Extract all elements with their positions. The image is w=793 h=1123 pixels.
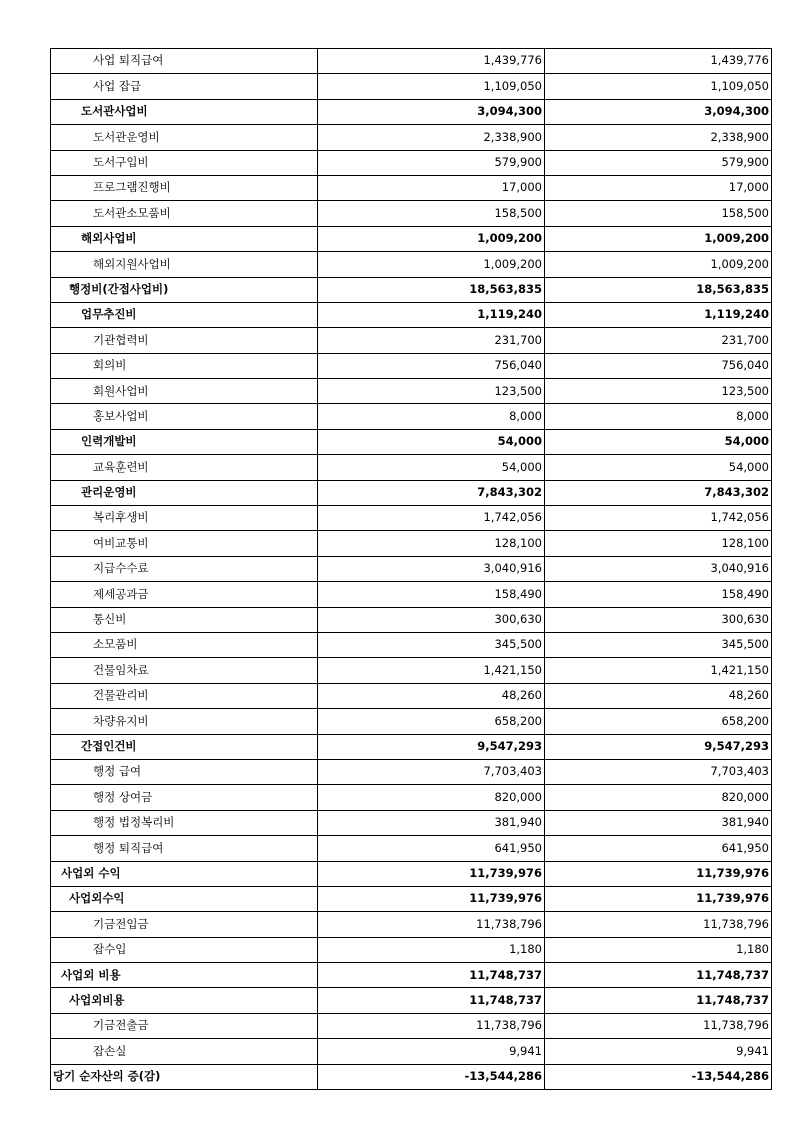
previous-amount-cell: 1,009,200	[545, 252, 772, 277]
current-amount-cell: 54,000	[318, 429, 545, 454]
previous-amount-cell: 158,490	[545, 582, 772, 607]
account-name-cell: 사업외수익	[51, 886, 318, 911]
table-row	[51, 556, 772, 581]
current-amount-cell: 158,500	[318, 201, 545, 226]
table-row	[51, 582, 772, 607]
table-row	[51, 531, 772, 556]
table-row	[51, 785, 772, 810]
previous-amount-cell: 381,940	[545, 810, 772, 835]
account-name-cell: 잡손실	[51, 1039, 318, 1064]
current-amount-cell: 9,941	[318, 1039, 545, 1064]
table-row	[51, 861, 772, 886]
previous-amount-cell: 300,630	[545, 607, 772, 632]
previous-amount-cell: 2,338,900	[545, 125, 772, 150]
table-row	[51, 734, 772, 759]
previous-amount-cell: 579,900	[545, 150, 772, 175]
current-amount-cell: 9,547,293	[318, 734, 545, 759]
table-row	[51, 277, 772, 302]
table-row	[51, 963, 772, 988]
current-amount-cell: 381,940	[318, 810, 545, 835]
table-row	[51, 328, 772, 353]
account-name-cell: 행정비(간접사업비)	[51, 277, 318, 302]
previous-amount-cell: 1,439,776	[545, 49, 772, 74]
account-name-cell: 도서관사업비	[51, 99, 318, 124]
previous-amount-cell: 1,742,056	[545, 506, 772, 531]
previous-amount-cell: 658,200	[545, 709, 772, 734]
table-row	[51, 683, 772, 708]
account-name-cell: 도서관운영비	[51, 125, 318, 150]
table-row	[51, 988, 772, 1013]
table-row	[51, 353, 772, 378]
account-name-cell: 행정 퇴직급여	[51, 836, 318, 861]
table-row	[51, 810, 772, 835]
current-amount-cell: 158,490	[318, 582, 545, 607]
account-name-cell: 사업 퇴직급여	[51, 49, 318, 74]
previous-amount-cell: 11,748,737	[545, 963, 772, 988]
table-row	[51, 302, 772, 327]
current-amount-cell: 579,900	[318, 150, 545, 175]
current-amount-cell: 54,000	[318, 455, 545, 480]
previous-amount-cell: 11,748,737	[545, 988, 772, 1013]
account-name-cell: 건물임차료	[51, 658, 318, 683]
current-amount-cell: 3,040,916	[318, 556, 545, 581]
current-amount-cell: 1,439,776	[318, 49, 545, 74]
table-row	[51, 404, 772, 429]
table-row	[51, 252, 772, 277]
table-row	[51, 480, 772, 505]
account-name-cell: 기금전출금	[51, 1013, 318, 1038]
table-row	[51, 125, 772, 150]
table-row	[51, 455, 772, 480]
previous-amount-cell: 7,703,403	[545, 759, 772, 784]
previous-amount-cell: 1,009,200	[545, 226, 772, 251]
previous-amount-cell: 123,500	[545, 379, 772, 404]
previous-amount-cell: 820,000	[545, 785, 772, 810]
account-name-cell: 사업외 비용	[51, 963, 318, 988]
previous-amount-cell: 11,738,796	[545, 1013, 772, 1038]
account-name-cell: 통신비	[51, 607, 318, 632]
table-row	[51, 1039, 772, 1064]
previous-amount-cell: 8,000	[545, 404, 772, 429]
table-row	[51, 607, 772, 632]
previous-amount-cell: 158,500	[545, 201, 772, 226]
current-amount-cell: 11,738,796	[318, 912, 545, 937]
account-name-cell: 회의비	[51, 353, 318, 378]
current-amount-cell: 1,009,200	[318, 226, 545, 251]
table-row	[51, 886, 772, 911]
current-amount-cell: 1,421,150	[318, 658, 545, 683]
table-row	[51, 709, 772, 734]
current-amount-cell: 11,748,737	[318, 963, 545, 988]
account-name-cell: 복리후생비	[51, 506, 318, 531]
table-row	[51, 937, 772, 962]
table-row	[51, 49, 772, 74]
table-row	[51, 99, 772, 124]
current-amount-cell: 1,180	[318, 937, 545, 962]
current-amount-cell: 1,109,050	[318, 74, 545, 99]
previous-amount-cell: 11,739,976	[545, 886, 772, 911]
previous-amount-cell: 7,843,302	[545, 480, 772, 505]
current-amount-cell: 1,119,240	[318, 302, 545, 327]
account-name-cell: 교육훈련비	[51, 455, 318, 480]
current-amount-cell: 1,742,056	[318, 506, 545, 531]
account-name-cell: 여비교통비	[51, 531, 318, 556]
table-row	[51, 658, 772, 683]
table-row	[51, 379, 772, 404]
previous-amount-cell: 1,109,050	[545, 74, 772, 99]
current-amount-cell: -13,544,286	[318, 1064, 545, 1089]
current-amount-cell: 3,094,300	[318, 99, 545, 124]
current-amount-cell: 820,000	[318, 785, 545, 810]
account-name-cell: 기금전입금	[51, 912, 318, 937]
account-name-cell: 제세공과금	[51, 582, 318, 607]
current-amount-cell: 11,739,976	[318, 861, 545, 886]
previous-amount-cell: 3,094,300	[545, 99, 772, 124]
previous-amount-cell: 54,000	[545, 429, 772, 454]
account-name-cell: 건물관리비	[51, 683, 318, 708]
current-amount-cell: 11,739,976	[318, 886, 545, 911]
current-amount-cell: 658,200	[318, 709, 545, 734]
current-amount-cell: 123,500	[318, 379, 545, 404]
current-amount-cell: 48,260	[318, 683, 545, 708]
previous-amount-cell: 9,547,293	[545, 734, 772, 759]
account-name-cell: 프로그램진행비	[51, 175, 318, 200]
financial-statement-body	[51, 49, 772, 1090]
account-name-cell: 소모품비	[51, 632, 318, 657]
account-name-cell: 홍보사업비	[51, 404, 318, 429]
table-row	[51, 175, 772, 200]
current-amount-cell: 11,738,796	[318, 1013, 545, 1038]
previous-amount-cell: 9,941	[545, 1039, 772, 1064]
current-amount-cell: 231,700	[318, 328, 545, 353]
account-name-cell: 관리운영비	[51, 480, 318, 505]
account-name-cell: 행정 급여	[51, 759, 318, 784]
account-name-cell: 해외사업비	[51, 226, 318, 251]
current-amount-cell: 7,843,302	[318, 480, 545, 505]
current-amount-cell: 345,500	[318, 632, 545, 657]
current-amount-cell: 641,950	[318, 836, 545, 861]
account-name-cell: 업무추진비	[51, 302, 318, 327]
previous-amount-cell: 1,421,150	[545, 658, 772, 683]
account-name-cell: 인력개발비	[51, 429, 318, 454]
table-row	[51, 1064, 772, 1089]
previous-amount-cell: 1,119,240	[545, 302, 772, 327]
previous-amount-cell: 756,040	[545, 353, 772, 378]
table-row	[51, 1013, 772, 1038]
table-row	[51, 912, 772, 937]
previous-amount-cell: 18,563,835	[545, 277, 772, 302]
current-amount-cell: 756,040	[318, 353, 545, 378]
previous-amount-cell: 231,700	[545, 328, 772, 353]
account-name-cell: 사업 잡급	[51, 74, 318, 99]
account-name-cell: 도서관소모품비	[51, 201, 318, 226]
account-name-cell: 행정 법정복리비	[51, 810, 318, 835]
account-name-cell: 회원사업비	[51, 379, 318, 404]
table-row	[51, 429, 772, 454]
account-name-cell: 도서구입비	[51, 150, 318, 175]
current-amount-cell: 8,000	[318, 404, 545, 429]
account-name-cell: 행정 상여금	[51, 785, 318, 810]
table-row	[51, 506, 772, 531]
current-amount-cell: 300,630	[318, 607, 545, 632]
previous-amount-cell: 54,000	[545, 455, 772, 480]
previous-amount-cell: 345,500	[545, 632, 772, 657]
table-row	[51, 201, 772, 226]
table-row	[51, 74, 772, 99]
previous-amount-cell: 48,260	[545, 683, 772, 708]
financial-statement-table	[50, 48, 772, 1090]
current-amount-cell: 11,748,737	[318, 988, 545, 1013]
account-name-cell: 사업외 수익	[51, 861, 318, 886]
previous-amount-cell: 11,738,796	[545, 912, 772, 937]
previous-amount-cell: -13,544,286	[545, 1064, 772, 1089]
account-name-cell: 사업외비용	[51, 988, 318, 1013]
account-name-cell: 지급수수료	[51, 556, 318, 581]
previous-amount-cell: 11,739,976	[545, 861, 772, 886]
current-amount-cell: 18,563,835	[318, 277, 545, 302]
current-amount-cell: 17,000	[318, 175, 545, 200]
table-row	[51, 226, 772, 251]
account-name-cell: 기관협력비	[51, 328, 318, 353]
account-name-cell: 잡수입	[51, 937, 318, 962]
previous-amount-cell: 641,950	[545, 836, 772, 861]
current-amount-cell: 7,703,403	[318, 759, 545, 784]
current-amount-cell: 1,009,200	[318, 252, 545, 277]
account-name-cell: 간접인건비	[51, 734, 318, 759]
account-name-cell: 당기 순자산의 증(감)	[51, 1064, 318, 1089]
account-name-cell: 해외지원사업비	[51, 252, 318, 277]
previous-amount-cell: 128,100	[545, 531, 772, 556]
previous-amount-cell: 3,040,916	[545, 556, 772, 581]
previous-amount-cell: 17,000	[545, 175, 772, 200]
previous-amount-cell: 1,180	[545, 937, 772, 962]
table-row	[51, 759, 772, 784]
table-row	[51, 150, 772, 175]
current-amount-cell: 2,338,900	[318, 125, 545, 150]
table-row	[51, 836, 772, 861]
table-row	[51, 632, 772, 657]
account-name-cell: 차량유지비	[51, 709, 318, 734]
current-amount-cell: 128,100	[318, 531, 545, 556]
